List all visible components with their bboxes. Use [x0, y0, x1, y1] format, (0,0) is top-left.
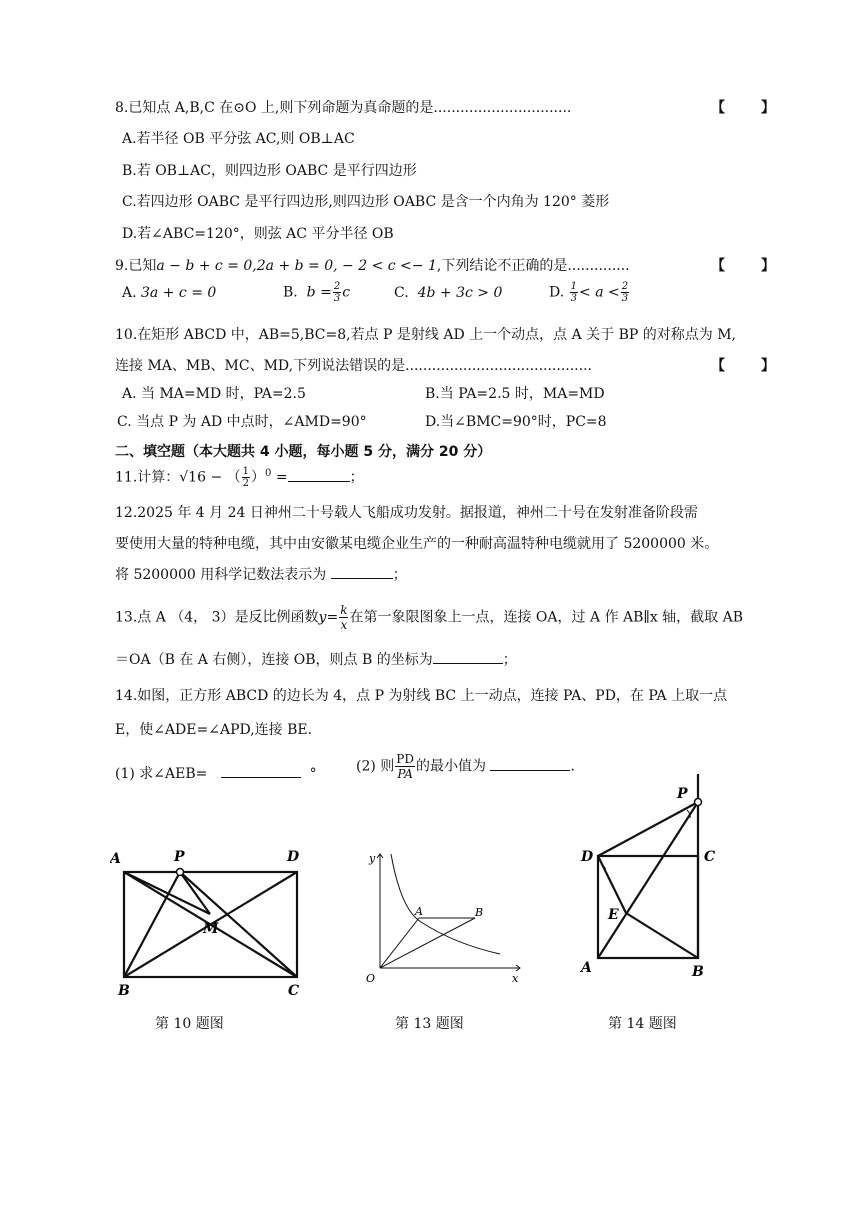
fraction	[339, 603, 348, 632]
q11-end: ；	[349, 469, 364, 486]
label-y: y	[369, 852, 376, 865]
label-m: M	[203, 921, 219, 937]
label-p: P	[677, 786, 688, 802]
func-lhs: y=	[318, 609, 339, 626]
label-b: B	[118, 983, 130, 999]
label-o: O	[366, 972, 376, 985]
numerator: 1	[570, 281, 578, 292]
q9-option-c	[394, 285, 502, 301]
fraction	[333, 281, 341, 304]
option-expr: 4b + 3c > 0	[417, 285, 503, 301]
option-label: B.	[283, 284, 298, 301]
segment-dp	[598, 802, 698, 856]
q9-condition: a − b + c = 0,2a + b = 0, − 2 < c <− 1	[156, 258, 437, 274]
q11-eq: =	[271, 469, 288, 486]
numerator: k	[340, 603, 348, 617]
q13-line1	[115, 603, 743, 632]
numerator: 2	[333, 281, 341, 292]
q10-option-d: D.当∠BMC=90°时，PC=8	[425, 414, 607, 430]
figure-10	[110, 842, 310, 1002]
q8-dots: ...............................	[433, 100, 572, 116]
q13-line2	[115, 649, 517, 669]
degree-sign: °	[309, 766, 317, 782]
numerator: PD	[396, 752, 414, 766]
q9-suffix: ,下列结论不正确的是	[436, 258, 568, 274]
bracket-open: 【	[711, 358, 725, 374]
label-c: C	[704, 849, 716, 865]
fraction	[621, 281, 629, 304]
q9-dots: ..............	[567, 258, 630, 274]
fig13-caption: 第 13 题图	[395, 1016, 464, 1032]
bracket-close: 】	[761, 100, 775, 116]
bracket-open: 【	[711, 100, 725, 116]
exponent: 0	[265, 467, 272, 479]
q10-answer-bracket	[711, 355, 775, 375]
q10-line1: 10.在矩形 ABCD 中，AB=5,BC=8,若点 P 是射线 AD 上一个动点，点 A 关于 BP 的对称点为 M,	[115, 327, 737, 343]
option-label: A.	[122, 285, 137, 301]
q8-option-c: C.若四边形 OABC 是平行四边形,则四边形 OABC 是含一个内角为 120° 菱形	[122, 194, 610, 210]
segment-pc	[180, 872, 297, 977]
q14-part1-text: (1) 求∠AEB=	[115, 766, 208, 782]
q12-end: ；	[392, 567, 407, 583]
q9-answer-bracket	[711, 255, 775, 275]
denominator: 2	[242, 478, 250, 489]
segment-am	[124, 872, 210, 914]
q8-stem-text: 8.已知点 A,B,C 在⊙O 上,则下列命题为真命题的是	[115, 100, 434, 116]
segment-eb	[626, 913, 698, 958]
bracket-close: 】	[761, 258, 775, 274]
option-expr: b =	[306, 284, 332, 301]
label-d: D	[581, 849, 594, 865]
fraction	[242, 466, 250, 489]
q10-line2-text: 连接 MA、MB、MC、MD,下列说法错误的是	[115, 358, 406, 374]
period: .	[570, 758, 575, 775]
denominator: 3	[333, 293, 341, 304]
label-a: A	[581, 960, 592, 976]
q10-dots: ..........................................	[405, 358, 592, 374]
label-a: A	[110, 851, 121, 867]
q14-part1-blank[interactable]	[221, 777, 301, 778]
q11-answer-blank[interactable]	[288, 481, 350, 482]
label-a: A	[415, 905, 423, 918]
q11-close: ）	[251, 469, 266, 486]
q13-post: 在第一象限图象上一点，连接 OA，过 A 作 AB∥x 轴，截取 AB	[349, 609, 744, 626]
label-e: E	[608, 907, 619, 923]
numerator: 2	[621, 281, 629, 292]
label-c: C	[288, 983, 300, 999]
option-expr: 3a + c = 0	[141, 285, 217, 301]
denominator: 3	[570, 293, 578, 304]
fig10-caption: 第 10 题图	[155, 1016, 224, 1032]
option-expr: c	[342, 284, 351, 301]
label-p: P	[174, 849, 185, 865]
point-p-marker	[695, 799, 702, 806]
q12-line2: 要使用大量的特种电缆，其中由安徽某电缆企业生产的一种耐高温特种电缆就用了 5200000 米。	[115, 536, 719, 552]
q11-prefix: 11.计算：	[115, 469, 180, 486]
label-x: x	[512, 972, 519, 985]
option-label: C.	[394, 285, 409, 301]
q14-part2-blank[interactable]	[490, 770, 570, 771]
q13-line2-text: ＝OA（B 在 A 右侧），连接 OB，则点 B 的坐标为	[115, 652, 433, 668]
denominator: 3	[621, 293, 629, 304]
fig14-caption: 第 14 题图	[608, 1016, 677, 1032]
segment-oa	[380, 918, 419, 968]
fraction	[570, 281, 578, 304]
q13-pre: 13.点 A （4， 3）是反比例函数	[115, 609, 319, 626]
q14-part2	[356, 752, 575, 781]
q14-part2-pre: (2) 则	[356, 758, 395, 775]
q10-option-a: A. 当 MA=MD 时，PA=2.5	[122, 386, 306, 402]
q12-answer-blank[interactable]	[331, 578, 393, 579]
q13-answer-blank[interactable]	[433, 663, 503, 664]
label-b: B	[692, 964, 704, 980]
figure-13	[355, 842, 535, 992]
q12-line1: 12.2025 年 4 月 24 日神州二十号载人飞船成功发射。据报道，神州二十号在发射准备阶段需	[115, 505, 698, 521]
sqrt-expr: √16	[179, 469, 207, 486]
fraction	[395, 752, 415, 781]
numerator: 1	[242, 466, 250, 477]
q11	[115, 466, 364, 489]
label-b: B	[475, 906, 484, 919]
q9-option-a	[122, 285, 216, 301]
denominator: PA	[397, 767, 413, 781]
q8-stem	[115, 97, 571, 117]
q8-option-b: B.若 OB⊥AC，则四边形 OABC 是平行四边形	[122, 163, 417, 179]
q8-option-d: D.若∠ABC=120°，则弦 AC 平分半径 OB	[122, 226, 394, 242]
label-d: D	[287, 849, 300, 865]
denominator: x	[340, 618, 348, 632]
q9-prefix: 9.已知	[115, 258, 157, 274]
q14-line2: E，使∠ADE=∠APD,连接 BE.	[115, 722, 313, 738]
option-label: D.	[549, 284, 565, 301]
figure-14	[570, 772, 730, 1002]
section-heading: 二、填空题（本大题共 4 小题，每小题 5 分，满分 20 分）	[115, 444, 492, 460]
q12-line3-text: 将 5200000 用科学记数法表示为	[115, 567, 327, 583]
hyperbola-curve	[391, 854, 500, 954]
q10-option-c: C. 当点 P 为 AD 中点时，∠AMD=90°	[117, 414, 367, 430]
q10-line2	[115, 355, 592, 375]
q11-minus: − （	[206, 469, 241, 486]
q14-part2-post: 的最小值为	[415, 758, 486, 775]
q8-answer-bracket	[711, 97, 775, 117]
q9-stem	[115, 255, 630, 275]
segment-ap	[598, 802, 698, 958]
q8-option-a: A.若半径 OB 平分弦 AC,则 OB⊥AC	[122, 131, 355, 147]
bracket-open: 【	[711, 258, 725, 274]
q13-end: ；	[502, 652, 517, 668]
point-p-marker	[177, 869, 184, 876]
q9-option-b	[283, 281, 350, 304]
q10-option-b: B.当 PA=2.5 时，MA=MD	[425, 386, 605, 402]
q14-part1	[115, 763, 317, 783]
option-expr: < a <	[579, 284, 620, 301]
q14-line1: 14.如图，正方形 ABCD 的边长为 4，点 P 为射线 BC 上一动点，连接 PA、PD，在 PA 上取一点	[115, 688, 728, 704]
bracket-close: 】	[761, 358, 775, 374]
q12-line3	[115, 564, 407, 584]
q9-option-d	[549, 281, 630, 304]
